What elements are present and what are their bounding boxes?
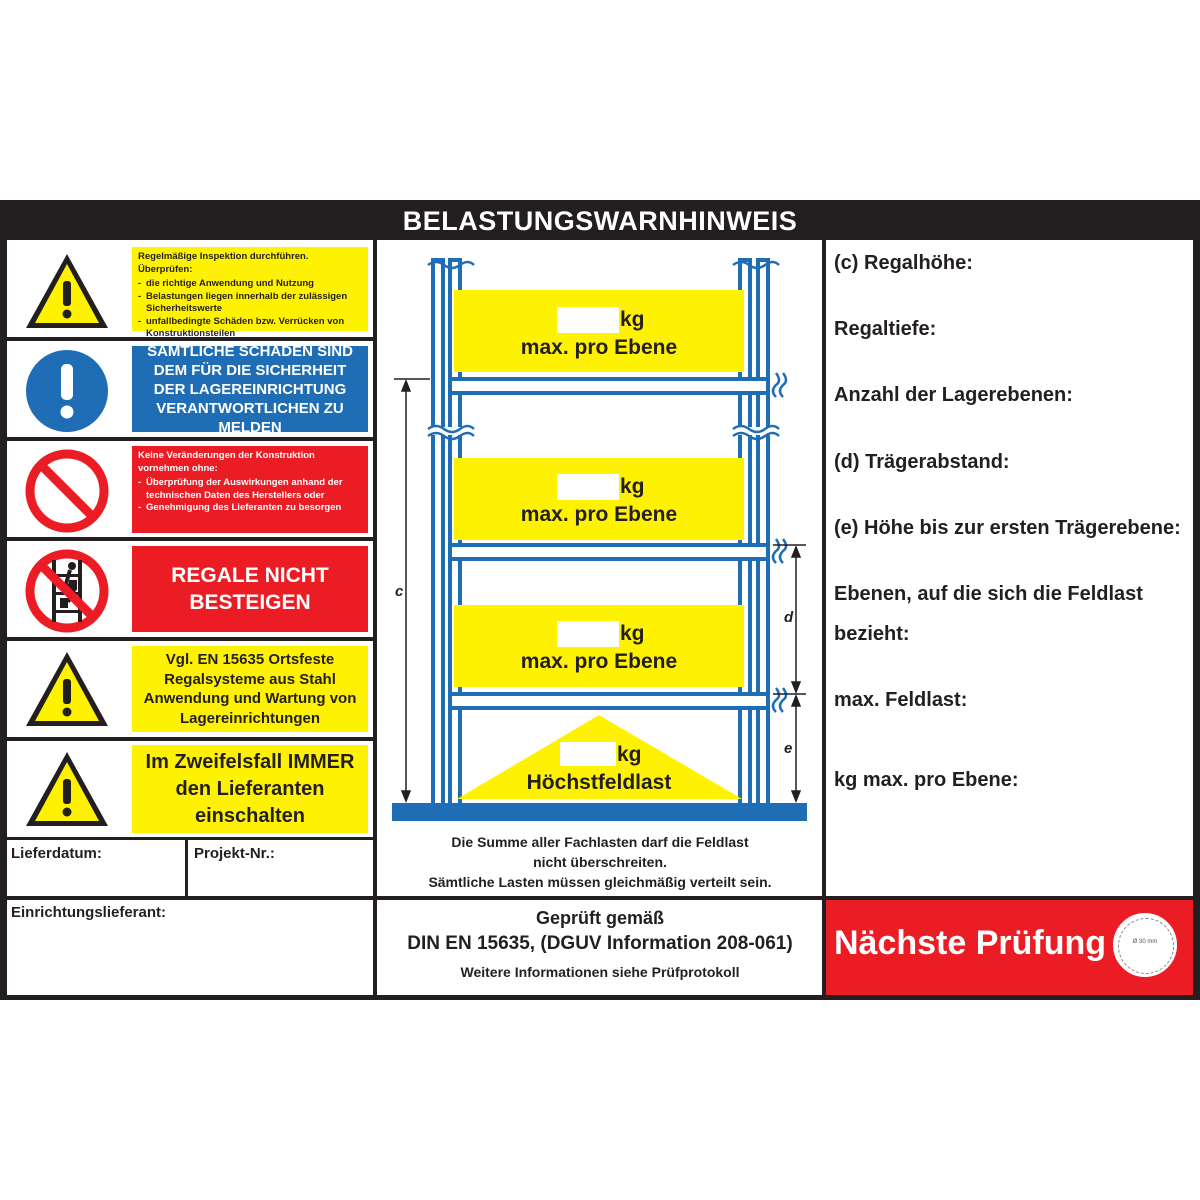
shelf-depth-label: Regaltiefe:	[834, 318, 937, 340]
warning-triangle-icon	[22, 746, 112, 836]
divider-row2	[0, 437, 375, 441]
inspection-heading: Regelmäßige Inspektion durchführen. Überprüfen:	[138, 251, 309, 275]
max-field-load-label: Höchstfeldlast	[526, 771, 672, 794]
divider-row4	[0, 637, 375, 641]
note-line: Die Summe aller Fachlasten darf die Feldlast	[451, 834, 749, 850]
rack-upright-left-front	[433, 260, 443, 805]
no-changes-item: - Genehmigung des Lieferanten zu besorgen	[146, 502, 362, 515]
per-level-label: max. pro Ebene	[520, 650, 678, 673]
load-distribution-note	[378, 832, 822, 892]
dim-d-arrow-bottom	[792, 682, 800, 692]
first-beam-height-label: (e) Höhe bis zur ersten Trägerebene:	[834, 517, 1181, 539]
report-damage-panel: SÄMTLICHE SCHÄDEN SIND DEM FÜR DIE SICHERHEIT DER LAGEREINRICHTUNG VERANTWORTLICHEN ZU MELDEN	[132, 346, 368, 432]
warning-triangle-icon	[22, 646, 112, 736]
dim-d-arrow-top	[792, 547, 800, 557]
inspection-item: - die richtige Anwendung und Nutzung	[146, 278, 362, 291]
standard-panel: Vgl. EN 15635 Ortsfeste Regalsysteme aus Stahl Anwendung und Wartung von Lagereinrichtungen	[132, 646, 368, 732]
dim-c-label: c	[395, 583, 404, 600]
rack-upright-right-back	[758, 260, 768, 805]
delivery-date-label: Lieferdatum:	[11, 845, 102, 862]
dim-e-arrow-bottom	[792, 791, 800, 801]
in-doubt-panel: Im Zweifelsfall IMMER den Lieferanten einschalten	[132, 745, 368, 833]
no-changes-item: - Überprüfung der Auswirkungen anhand der technischen Daten des Herstellers oder	[146, 477, 362, 502]
kg-input-box[interactable]	[557, 307, 619, 333]
supplier-label: Einrichtungslieferant:	[11, 904, 167, 921]
next-inspection-panel	[826, 900, 1193, 995]
circle-diameter-label: Ø 30 mm	[1132, 939, 1158, 945]
divider-row5	[0, 737, 375, 741]
beam-spacing-label: (d) Trägerabstand:	[834, 451, 1010, 473]
inspection-item: - unfallbedingte Schäden bzw. Verrücken von Konstruktionsteilen	[146, 316, 362, 341]
no-climbing-panel: REGALE NICHT BESTEIGEN	[132, 546, 368, 632]
max-field-load-field-label: max. Feldlast:	[834, 689, 968, 711]
kg-input-box[interactable]	[557, 621, 619, 647]
inspection-sticker-circle[interactable]	[1113, 913, 1177, 977]
kg-unit-label: kg	[620, 622, 645, 645]
max-field-load-input-box[interactable]	[560, 742, 616, 766]
frame-bottom	[0, 995, 1200, 1000]
kg-unit-label: kg	[620, 475, 645, 498]
levels-field-load-label: Ebenen, auf die sich die Feldlast	[834, 583, 1143, 605]
next-inspection-label: Nächste Prüfung	[834, 924, 1107, 962]
dim-d-label: d	[784, 609, 794, 626]
beam-end-mark	[780, 539, 786, 563]
prohibition-icon	[22, 446, 112, 536]
no-changes-panel	[132, 446, 368, 533]
kg-input-box[interactable]	[557, 474, 619, 500]
inspection-item: - Belastungen liegen innerhalb der zulässigen Sicherheitswerte	[146, 291, 362, 316]
warning-triangle-icon	[22, 248, 112, 338]
note-line: Sämtliche Lasten müssen gleichmäßig verteilt sein.	[428, 874, 772, 890]
beam-end-mark	[773, 373, 779, 397]
inspection-panel	[132, 247, 368, 339]
per-level-label: max. pro Ebene	[520, 503, 678, 526]
mandatory-exclamation-icon	[22, 346, 112, 436]
load-warning-sign	[0, 200, 1200, 1000]
rack-beam	[450, 694, 768, 708]
kg-unit-label: kg	[620, 308, 645, 331]
divider-row3	[0, 537, 375, 541]
standard-reference: DIN EN 15635, (DGUV Information 208-061)	[407, 933, 793, 954]
project-number-label: Projekt-Nr.:	[194, 845, 275, 862]
no-changes-heading: Keine Veränderungen der Konstruktion vornehmen ohne:	[138, 450, 315, 474]
beam-end-mark	[780, 373, 786, 397]
kg-unit-label: kg	[617, 743, 642, 766]
tested-according-line: Geprüft gemäß	[535, 908, 664, 928]
dim-e-label: e	[784, 740, 793, 757]
per-level-label: max. pro Ebene	[520, 336, 678, 359]
dim-e-arrow-top	[792, 696, 800, 706]
levels-count-label: Anzahl der Lagerebenen:	[834, 384, 1073, 406]
no-climbing-icon	[22, 546, 112, 636]
further-info-note: Weitere Informationen siehe Prüfprotokoll	[460, 964, 740, 980]
sign-title: BELASTUNGSWARNHINWEIS	[0, 200, 1200, 240]
divider-left	[373, 240, 377, 1000]
dim-c-arrow-bottom	[402, 791, 410, 801]
divider-right	[822, 240, 826, 1000]
beam-end-mark	[773, 688, 779, 712]
kg-per-level-label: kg max. pro Ebene:	[834, 769, 1019, 791]
shelf-height-label: (c) Regalhöhe:	[834, 252, 973, 274]
rack-beam	[450, 545, 768, 559]
beam-end-mark	[780, 688, 786, 712]
levels-field-load-label-cont: bezieht:	[834, 623, 910, 645]
divider-fields	[185, 839, 188, 899]
rack-beam	[450, 379, 768, 393]
dim-c-arrow-top	[402, 381, 410, 391]
beam-end-mark	[773, 539, 779, 563]
frame-left	[0, 240, 7, 1000]
frame-right	[1193, 240, 1200, 1000]
note-line: nicht überschreiten.	[533, 854, 667, 870]
